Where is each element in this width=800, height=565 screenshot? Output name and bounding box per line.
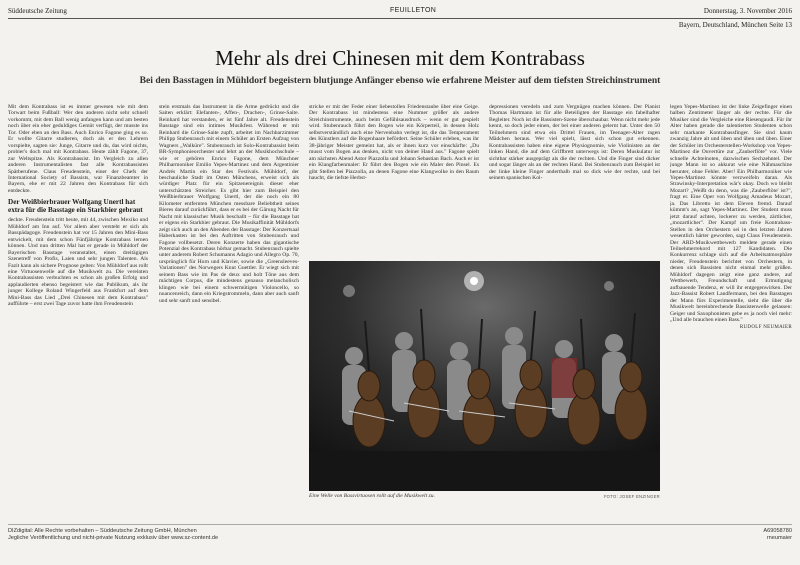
photo-caption: Eine Welle von Bassvirtuosen rollt auf die Musikwelt zu. — [309, 493, 435, 499]
photo-caption-row — [309, 493, 660, 499]
issue-date: Donnerstag, 3. November 2016 — [703, 7, 792, 15]
article-photo — [309, 261, 660, 491]
edition-line: Bayern, Deutschland, München Seite 13 — [678, 21, 792, 29]
article-column-2 — [159, 104, 299, 522]
bass-players-photo — [309, 261, 660, 491]
photo-credit: FOTO: JOSEF ENZINGER — [603, 494, 660, 499]
column-5-text: legen Yepes-Martinez ist der linke Zeigefinger einen halben Zentimeter länger als der rechte. Für die Musiker sind die Vergleiche eine Riesengaudi. Für ihr Alter haben gerade die talentierten Studenten schon sehr markante Kontrabassfinger. Sie sind kaum zwanzig Jahre alt und üben und üben und üben. Einer der Schüler im Orchesterstellen-Workshop von Yepes-Martinez die Ouvertüre zur „Zauberflöte" vor. Viele schnelle Achtelnoten, dazwischen Sechzehntel. Der junge Mann ist so akkurat wie eine Nähmaschine herunter, ohne Fehler. Aber! Ein Philharmoniker wie Yepes-Martinez könnte verzweifeln daran. Als Strawinsky-Interpretation wär's okay. Doch wo bleibt Mozart? „Weißt du denn, was die ‚Zauberflöte' ist?", fragt er. Eine Oper von Wolfgang Amadeus Mozart, ja. Das Libretto ist dem Eleven fremd. Darauf kümmt's an, sagt Yepes-Martinez. Der Student muss jetzt darauf achten, lockerer zu werden, zärtlicher, „mozartlicher". Der Kampf um freie Kontrabass-Stellen in den Orchestern sei in den letzten Jahren wesentlich härter geworden, sagt Claus Freudenstein. Der ARD-Musikwettbewerb meldete gerade einen Teilnehmerrekord mit 127 Kandidaten. Die Konkurrenz schlage sich auf die Arbeitsatmosphäre nieder, Freudenstein berichtet von Orchestern, in denen sich Bassisten nicht einmal mehr grüßen. Mühldorf dagegen zeigt eine ganz andere, auf Wettbewerb, Freundschaft und Ermutigung aufbauende Tendenz, er will ihr entgegenwirken. Der Jazz-Bassist Robert Landfermann, bei den Basstagen der Mann fürs Experimentelle, sieht die über die Musikwelt hereinbrechende Bassistenwelle gelassen: Geiger und Saxophonisten gebe es ja noch viel mehr: „Und alle brauchen einen Bass." — [670, 104, 792, 323]
newspaper-name: Süddeutsche Zeitung — [8, 7, 67, 15]
article-column-4 — [489, 104, 660, 256]
article-column-3 — [309, 104, 479, 256]
author-byline: RUDOLF NEUMAIER — [739, 325, 792, 331]
footer-line-1: DIZdigital: Alle Rechte vorbehalten – Süddeutsche Zeitung GmbH, München — [8, 528, 197, 534]
sub-headline: Der Weißbierbrauer Wolfgang Unertl hat extra für die Basstage ein Starkbier gebraut — [8, 198, 143, 215]
column-2-text: stein erstmals das Instrument in die Arme gedrückt und die Saiten erklärt: Elefanten-, Affen-, Drachen-, Grinse-Saite. Reinhard hat verstanden, er ist fünf Jahre alt. Freudenstein Basstage sind ein intimes Musikfest. Während er mit Reinhard die Grinse-Saite zupft, arbeitet im Nachbarzimmer Philipp Stubenrauch mit einem Schüler an Ersten Aufzug von Wagners „Walküre". Stubenrauch ist Solo-Kontrabassist beim BR-Symphonieorchester und lehrt an der Musikhochschule – wie er gehören Enrico Fagone, dem Münchner Philharmoniker Emilio Yepes-Martinez und dem Argentinier Andrés Martin ein Star des Festivals. Mühldorf, der beschauliche Stadt im Osten Münchens, erweist sich als würdiger Platz für ein Spitzenereignis dieser eher unterschätzten Streicher. Es gibt hier zum Beispiel den Weißbierbrauer Wolfgang Unertl, der die noch ein 80 Kilometer entfernten München messbare Beliebtheit seines Bieres darauf zurückführt, dass er es bei der Gärung Nacht für Nacht mit klassischer Musik beschallt – für die Basstage hat er eigens ein Starkbier gebraut. Die Musikaffinität Mühldorfs zeigt sich auch an den Abenden der Basstage: Der Konzertsaal Haberkasten ist bei den Auftritten von Stubenrauch und Fagone vollbesetzt. Deren Konzerte haben das gigantische Potenzial des Kontrabass hörbar gemacht. Stubenrauch spielte unter anderem Robert Schumanns Adagio und Allegro Op. 70, ursprünglich für Horn und Klavier, sowie die „Greensleeves-Variationen" des Norwegers Knut Guettler. Er wiegt sich mit seinem Bass wie im Pas de deux und holt Töne aus dem mächtigen Corpus, die mindestens genauso melancholisch klingen wie bei einem schwermütigen Violoncello, so nuancenreich, dann ein Kriegstrommeln, dann aber auch sanft und sehr sanft und sensibel. — [159, 104, 299, 304]
footer-meta — [763, 528, 792, 541]
article-headline: Mehr als drei Chinesen mit dem Kontrabass — [215, 46, 585, 70]
header-rule — [8, 18, 792, 19]
column-1-text-a: Mit dem Kontrabass ist es immer gewesen wie mit dem Torwart beim Fußball: Wer den anderen nicht sehr schnell vorkommt, mit dem Ball wenig anfangen kann und am besten noch über ein eher geduldiges Gemüt verfügt, der musste ins Tor. Oder eben an den Bass. Auch Enrico Fagone ging es so. Er wollte Gitarre studieren, doch als er den Lehrern vorspielte, sagten sie: Junge, Gitarre und du, das wird nichts, probier's doch mal mit Kontrabass. Heute zählt Fagone, 37, zur Weltspitze. Als Kontrabassist. Im Vergleich zu allen anderen Instrumentalisten fast alle Kontrabassisten Spätberufene. Claus Freudenstein, einer der Chefs der International Society of Bassists, war Finanzbeamter in Bayern, ehe er mit 22 Jahren den Kontrabass für sich entdeckte. — [8, 104, 148, 194]
section-label: FEUILLETON — [390, 7, 437, 14]
article-column-1 — [8, 104, 148, 522]
column-1-text-b: deckte. Freudenstein tritt heute, mit 44, zwischen Mexiko und Mühldorf am Inn auf. Vor allem aber versteht er sich als Basspädagoge. Freudenstein hat vor 15 Jahren den Mini-Bass entwickelt, mit dem schon Fünfjährige Kontrabass lernen können. Und nun dritten Mal hat er gerade in Mühldorf der Bayerischen Basstage veranstaltet, einen dreitägigen Szenetreff von Profis, Laien und sehr jungen Talenten. Als Fazit kann als sichere Prognose gelten: Von Mühldorf aus rollt eine Virtuosenwelle auf die Musikwelt zu. Die vereinten Kontrabassisten verbuchten es schon als großen Erfolg und applaudierten ebenso begeistert wie das Publikum, als ihr junger Kollege Roland Wingerfeld aus Frankfurt auf dem Mini-Bass das Lied „Drei Chinesen mit dem Kontrabass" aufführte – erst zwei Tage zuvor hatte ihm Freudenstein — [8, 217, 148, 308]
newspaper-page — [8, 6, 792, 559]
article-deck: Bei den Basstagen in Mühldorf begeistern blutjunge Anfänger ebenso wie erfahrene Meister auf dem tiefsten Streichinstrument — [139, 75, 661, 86]
footer-rule — [8, 524, 792, 525]
column-4-text: depressionen veredeln und zum Vergnügen machen können. Der Pianist Thomas Hartmann ist für alle Beteiligten der Basstage ein fabelhafter Begleiter. Noch ist die Bassisten-Szene überschaubar. Wenn nicht mehr jede kennt, so doch jeder einen, der bei einer anderen gelernt hat. Unter den 50 Teilnehmern sind etwa ein Drittel Frauen, im Teenager-Alter ragen Mädchen heraus. Wer viel spielt, lässt sich schon gut erkennen. Kontrabassisten haben eine eigene Physiognomie, wie Violinisten an der linken Hand, die auf dem Griffbrett unterwegs ist: Deren Muskulatur ist sichtbar stärker ausgeprägt als die der rechten. Und die Finger sind dicker und sogar länger als an der rechten Hand. Bei Stubenrauch zum Beispiel ist der linke kleine Finger anderthalb mal so dick wie der rechte, und bei seinem spanischen Kol- — [489, 104, 660, 181]
footer-rights — [8, 528, 218, 541]
footer-line-2: Jegliche Veröffentlichung und nicht-private Nutzung exklusiv über www.sz-content.de — [8, 534, 219, 541]
user-name: rneumaier — [766, 534, 792, 541]
article-column-5 — [670, 104, 792, 522]
document-code: A69058780 — [763, 528, 792, 534]
column-3-text: stricke er mit der Feder einer liebestollen Friedenstaube über eine Geige. Der Kontrabass ist mindestens eine Nummer größer als andere Streichinstrumente, auch beim Gefühlsausdruck – wenn er gut gespielt wird. Stubenrauch führt den Bogen wie ein Körperteil, in dessen Holz selbstverständlich auch eine Nervenbahn verlegt ist, die das Temperament des Künstlers auf die Bogenhaare befördert. Seine Schüler erleben, was ihr 38-jähriger Meister gemeint hat, als er ihnen kurz vor einschärfte: „Du musst vom Bogen aus denken, nicht von deiner Hand aus." Fagone spielt am nächsten Abend Astor Piazzolla und Johann Sebastian Bach. Auch er ist ein Klangfarbenmaler: Er führt den Bogen wie ein Maler den Pinsel. Es gibt Stellen bei Piazzolla, an denen Fagone eine Klangwolke in den Raum haucht, die tiefste Herbst- — [309, 104, 479, 181]
page-header — [8, 6, 792, 18]
